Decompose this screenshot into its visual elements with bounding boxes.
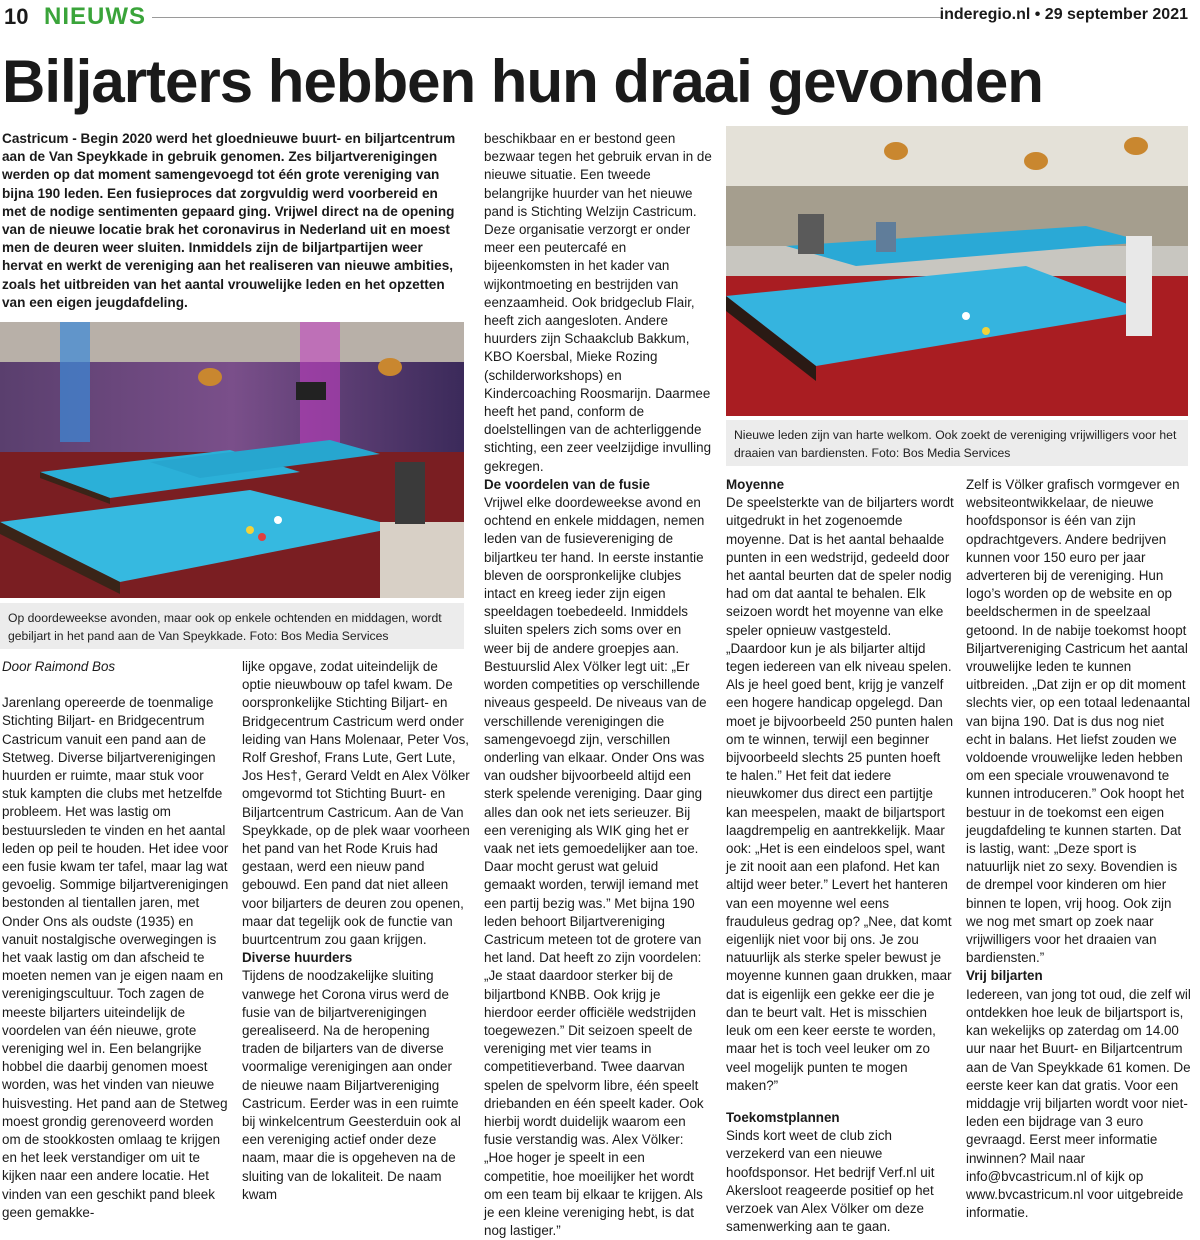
intro-paragraph [2, 130, 464, 312]
subhead-moyenne: Moyenne [726, 477, 785, 492]
billiard-hall-illustration-left [0, 322, 464, 598]
page-number: 10 [4, 4, 29, 29]
billiard-hall-photo-right [726, 126, 1188, 416]
intro-text: Castricum - Begin 2020 werd het gloednieuwe buurt- en biljartcentrum aan de Van Speykkade in gebruik genomen. Zes biljartverenigingen werden op dat moment samengevoegd tot één grote vereniging van bijna 190 leden. Een fusieproces dat zorgvuldig werd voorbereid en met de nodige sentimenten gepaard ging. Vrijwel direct na de opening van de nieuwe locatie brak het coronavirus in Nederland uit en moest men de deuren weer sluiten. Inmiddels zijn de biljartpartijen weer hervat en werkt de vereniging aan het realiseren van nieuwe ambities, zoals het uitbreiden van het aantal vrouwelijke leden en het opzetten van een eigen jeugdafdeling. [2, 131, 456, 310]
article-column-2 [242, 658, 470, 1204]
column-3-text-continued: Vrijwel elke doordeweekse avond en ochtend en enkele middagen, nemen leden van de fusievereniging de biljartkeu ter hand. In eerste instantie bleven de oorspronkelijke clubjes intact en kreeg ieder zijn eigen speeldagen toebedeeld. Inmiddels sluiten spelers zich soms over en weer bij de andere groepjes aan. Bestuurslid Alex Völker legt uit: „Er worden competities op verschillende niveaus gespeeld. De niveaus van de verschillende verenigingen die samengevoegd zijn, verschillen onderling van elkaar. Onder Ons was van oudsher bijvoorbeeld altijd een sterk spelende vereniging. Daar ging alles dan ook net iets serieuzer. Bij een vereniging als WIK ging het er vaak net iets gemoedelijker aan toe. Daar mocht gerust wat geluid gemaakt worden, terwijl iemand met een partij bezig was.” Met bijna 190 leden behoort Biljartvereniging Castricum meteen tot de grotere van het land. Dat heeft zo zijn voordelen: „Je staat daardoor sterker bij de biljartbond KNBB. Ook krijg je hierdoor eerder officiële wedstrijden toegewezen.” Dit seizoen speelt de vereniging met vier teams in competitieverband. Twee daarvan spelen de spelvorm libre, één speelt driebanden en één speelt kader. Ook hierbij wordt duidelijk waarom een fusie verstandig was. Alex Völker: „Hoe hoger je speelt in een competitie, hoe moeilijker het wordt om een team bij elkaar te krijgen. Als je een kleine vereniging hebt, is dat nog lastiger.” [484, 495, 707, 1239]
article-column-1 [2, 658, 230, 1222]
byline: Door Raimond Bos [2, 659, 116, 674]
column-5-text: Zelf is Völker grafisch vormgever en websiteontwikkelaar, de nieuwe hoofdsponsor is één van zijn opdrachtgevers. Andere bedrijven kunnen voor 150 euro per jaar adverteren bij de vereniging. Hun logo’s worden op de website en op beeldschermen in de speelzaal getoond. In de nabije toekomst hoopt Biljartvereniging Castricum het aantal vrouwelijke leden te kunnen uitbreiden. „Dat zijn er op dit moment slechts vier, op een totaal ledenaantal van bijna 190. Dat is dus nog niet echt in balans. Het liefst zouden we voldoende vrouwelijke leden hebben om een speciale vrouwenavond te kunnen introduceren.” Ook hoopt het bestuur in de toekomst een eigen jeugdafdeling te kunnen starten. Dat is lastig, want: „Deze sport is natuurlijk niet zo sexy. Bovendien is de drempel voor kinderen om hier binnen te lopen, vrij hoog. Ook zijn we nog met smart op zoek naar vrijwilligers voor het draaien van bardiensten.” [966, 477, 1191, 966]
article-column-5 [966, 476, 1192, 1222]
subhead-voordelen-fusie: De voordelen van de fusie [484, 476, 650, 492]
article-column-4 [726, 476, 954, 1236]
site-and-date: inderegio.nl • 29 september 2021 [939, 6, 1188, 23]
headline: Biljarters hebben hun draai gevonden [2, 48, 1043, 115]
column-2-text-continued: Tijdens de noodzakelijke sluiting vanwege het Corona virus werd de fusie van de biljartverenigingen gerealiseerd. Na de heropening traden de biljarters van de diverse voormalige verenigingen aan onder de nieuwe naam Biljartvereniging Castricum. Eerder was in een ruimte bij winkelcentrum Geesterduin ook al een vereniging actief onder deze naam, maar die is opgeheven na de sluiting van de lokaliteit. De naam kwam [242, 968, 461, 1202]
column-4-text: De speelsterkte van de biljarters wordt uitgedrukt in het zogenoemde moyenne. Dat is het aantal behaalde punten in een wedstrijd, gedeeld door het aantal beurten dat de speler nodig had om dat aantal te behalen. Elk seizoen wordt het moyenne van elke speler opnieuw vastgesteld. „Daardoor kun je als biljarter altijd tegen iedereen van elk niveau spelen. Als je heel goed bent, krijg je vanzelf een hogere handicap opgelegd. Dan moet je bijvoorbeeld 250 punten halen om te winnen, terwijl een beginner bijvoorbeeld slechts 25 punten hoeft te halen.” Het feit dat iedere nieuwkomer dus direct een partijtje kan meespelen, maakt de biljartsport laagdrempelig en aantrekkelijk. Maar ook: „Het is een eindeloos spel, want je zit nooit aan een plafond. Het kan altijd weer beter.” Levert het hanteren van een moyenne wel eens frauduleus gedrag op? „Nee, dat komt eigenlijk niet voor bij ons. Je zou natuurlijk als sterke speler bewust je moyenne kunnen gaan drukken, maar dat is eigenlijk een gekke eer die je dan te beurt valt. Het is misschien leuk om een keer eerste te worden, maar het is toch veel leuker om zo veel mogelijk punten te mogen maken?” [726, 495, 954, 1093]
header-divider [152, 17, 942, 18]
column-1-text: Jarenlang opereerde de toenmalige Stichting Biljart- en Bridgecentrum Castricum vanuit een pand aan de Stetweg. Diverse biljartverenigingen huurden er ruimte, maar stuk voor stuk kampten die clubs met hetzelfde probleem. Het was lastig om bestuursleden te vinden en het aantal leden op peil te houden. Het idee voor een fusie kwam ter tafel, maar lag wat gevoelig. Sommige biljartverenigingen bestonden al tientallen jaren, met Onder Ons als oudste (1935) en vanuit nostalgische overwegingen is het vaak lastig om dan afscheid te moeten nemen van je eigen naam en verenigingscultuur. Toch zagen de meeste biljarters uiteindelijk de voordelen van één nieuwe, grote vereniging wel in. Een belangrijke hobbel die daarbij genomen moest worden, was het vinden van nieuwe huisvesting. Het pand aan de Stetweg moest grondig gerenoveerd worden om de stookkosten omlaag te krijgen en het leek verstandiger om uit te kijken naar een andere locatie. Het vinden van een geschikt pand bleek geen gemakke- [2, 695, 229, 1220]
billiard-hall-illustration-right [726, 126, 1188, 416]
article-column-3 [484, 130, 712, 1240]
subhead-toekomstplannen: Toekomstplannen [726, 1109, 840, 1125]
column-3-text: beschikbaar en er bestond geen bezwaar tegen het gebruik ervan in de nieuwe situatie. Een tweede belangrijke huurder van het nieuwe pand is Stichting Welzijn Castricum. Deze organisatie verzorgt er onder meer een peutercafé en bijeenkomsten in het kader van wijkontmoeting en bestrijden van eenzaamheid. Ook bridgeclub Flair, heeft zich aangesloten. Andere huurders zijn Schaakclub Bakkum, KBO Koersbal, Mieke Rozing (schilderworkshops) en Kindercoaching Roosmarijn. Daarmee heeft het pand, conform de doelstellingen van de achterliggende stichting, een zeer veelzijdige invulling gekregen. [484, 131, 712, 474]
column-2-text: lijke opgave, zodat uiteindelijk de optie nieuwbouw op tafel kwam. De oorspronkelijke Stichting Biljart- en Bridgecentrum Castricum werd onder leiding van Hans Molenaar, Peter Vos, Rolf Greshof, Frans Lute, Gert Lute, Jos Hes†, Gerard Veldt en Alex Völker omgevormd tot Stichting Buurt- en Biljartcentrum Castricum. Aan de Van Speykkade, op de plek waar voorheen het pand van het Rode Kruis had gestaan, werd een nieuw pand gebouwd. Een pand dat niet alleen voor biljarters de deuren zou openen, maar dat tegelijk ook de functie van buurtcentrum zou gaan krijgen. [242, 659, 470, 948]
column-5-text-continued: Iedereen, van jong tot oud, die zelf wil ontdekken hoe leuk de biljartsport is, kan wekelijks op zaterdag om 14.00 uur naar het Buurt- en Biljartcentrum aan de Van Speykkade 61 komen. De eerste keer kan dat gratis. Voor een middagje vrij biljarten wordt voor niet-leden een bijdrage van 3 euro gevraagd. Eerst meer informatie inwinnen? Mail naar info@bvcastricum.nl of kijk op www.bvcastricum.nl voor uitgebreide informatie. [966, 986, 1191, 1221]
photo-right-caption [726, 420, 1188, 466]
column-4-text-continued: Sinds kort weet de club zich verzekerd van een nieuwe hoofdsponsor. Het bedrijf Verf.nl uit Akersloot reageerde positief op het verzoek van Alex Völker om deze samenwerking aan te gaan. [726, 1128, 935, 1235]
page-header [0, 0, 1200, 34]
photo-left-caption [0, 603, 464, 649]
photo-right-caption-text: Nieuwe leden zijn van harte welkom. Ook zoekt de vereniging vrijwilligers voor het draaien van bardiensten. Foto: Bos Media Services [734, 428, 1177, 460]
section-label: NIEUWS [44, 3, 146, 30]
photo-left-caption-text: Op doordeweekse avonden, maar ook op enkele ochtenden en middagen, wordt gebiljart in het pand aan de Van Speykkade. Foto: Bos Media Services [8, 611, 442, 643]
subhead-vrij-biljarten: Vrij biljarten [966, 968, 1043, 984]
billiard-hall-photo-left [0, 322, 464, 598]
subhead-diverse-huurders: Diverse huurders [242, 950, 353, 966]
